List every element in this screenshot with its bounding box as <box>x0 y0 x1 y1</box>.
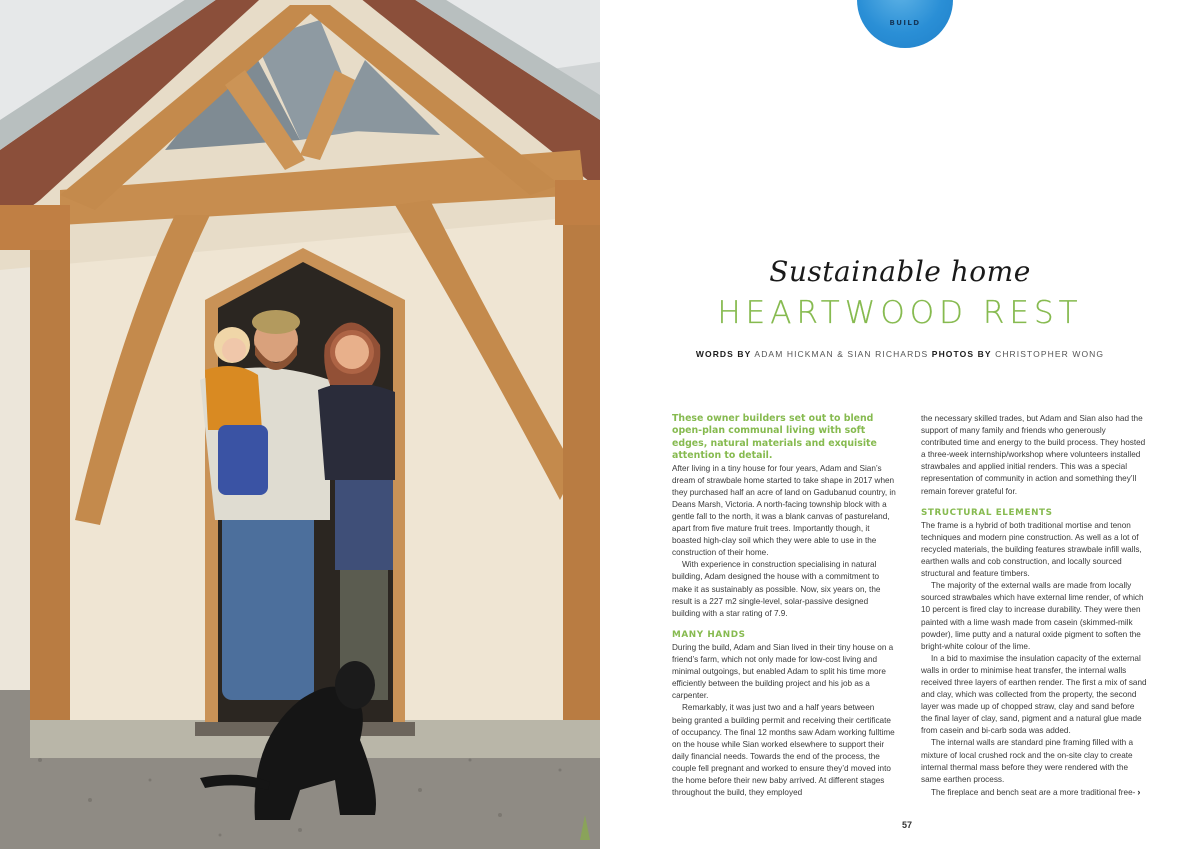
section-label: BUILD <box>889 19 921 27</box>
subhead-many-hands: MANY HANDS <box>672 629 746 640</box>
body-paragraph: The internal walls are standard pine framing filled with a mixture of local crushed rock and the on-site clay to create internal thermal mass before they were rendered with the same earthen process. <box>921 738 1134 784</box>
subhead-structural-elements: STRUCTURAL ELEMENTS <box>921 507 1053 518</box>
body-paragraph: The frame is a hybrid of both traditional mortise and tenon techniques and modern pine construction. As well as a lot of recycled materials, the building features strawbale infill walls, earthen walls and cob construction, and locally sourced structural and feature timbers. <box>921 520 1142 579</box>
body-paragraph-last <box>921 786 1147 799</box>
body-paragraph: During the build, Adam and Sian lived in their tiny house on a friend’s farm, which not only made for low-cost living and minimal outgoings, but enabled Adam to split his time more efficiently between the building project and his job as a carpenter. <box>672 642 894 701</box>
photos-by-label: PHOTOS BY <box>931 349 992 359</box>
byline <box>600 349 1200 359</box>
body-paragraph: With experience in construction specialising in natural building, Adam designed the house with a commitment to make it as sustainably as possible. Now, six years on, the result is a 227 m2 single-level, solar-passive designed building with a star rating of 7.9. <box>672 560 881 618</box>
body-paragraph: In a bid to maximise the insulation capacity of the external walls in order to minimise heat transfer, the internal walls received three layers of earthen render. The first a mix of sand and clay, which was collected from the property, the second layer was made up of chopped straw, clay and sand before the final layer of clay, sand, pigment and a natural glue made from casein and bi-carb soda was added. <box>921 653 1147 736</box>
body-paragraph-text: The fireplace and bench seat are a more traditional free- <box>931 787 1136 797</box>
body-paragraph: Remarkably, it was just two and a half years between being granted a building permit and receiving their certificate of occupancy. The final 12 months saw Adam working fulltime on the house while Sian worked elsewhere to support their daily financial needs. Towards the end of the process, the couple fell pregnant and worked to ensure they’d moved into the home before their new baby arrived. At different stages throughout the build, they employed <box>672 703 895 798</box>
body-paragraph: the necessary skilled trades, but Adam and Sian also had the support of many family and friends who generously contributed time and energy to the build process. They hosted a three-week internship/workshop where volunteers installed strawbales and applied initial renders. This was a special representation of community in action and something they’ll remain forever grateful for. <box>921 414 1146 496</box>
words-by-authors: ADAM HICKMAN & SIAN RICHARDS <box>754 349 929 359</box>
article-column-left <box>672 413 896 799</box>
body-paragraph: The majority of the external walls are made from locally sourced strawbales which have external lime render, of which 10 percent is fired clay to increase durability. They were then painted with a lime wash made from casein (skimmed-milk powder), lime putty and a natural oxide pigment to soften the bright-white colour of the lime. <box>921 581 1144 651</box>
standfirst: These owner builders set out to blend open-plan communal living with soft edges, natural materials and exquisite attention to detail. <box>672 413 877 462</box>
body-paragraph: After living in a tiny house for four years, Adam and Sian’s dream of strawbale home started to take shape in 2017 when they purchased half an acre of land on Gadubanud country, in Deans Marsh, Victoria. A north-facing township block with a gentle fall to the north, it was a blank canvas of pastureland, apart from five mature fruit trees. Importantly though, it boasted high-clay soil which they were able to use in the construction of their home. <box>672 463 896 558</box>
article-column-right <box>921 413 1147 799</box>
article-title: HEARTWOOD REST <box>717 295 1083 331</box>
continue-arrow-icon: › <box>1137 786 1141 797</box>
page-number: 57 <box>902 820 913 830</box>
article-kicker: Sustainable home <box>769 255 1031 288</box>
words-by-label: WORDS BY <box>695 349 752 359</box>
article-page <box>600 0 1200 849</box>
section-badge <box>857 0 953 48</box>
photos-by-author: CHRISTOPHER WONG <box>995 349 1105 359</box>
